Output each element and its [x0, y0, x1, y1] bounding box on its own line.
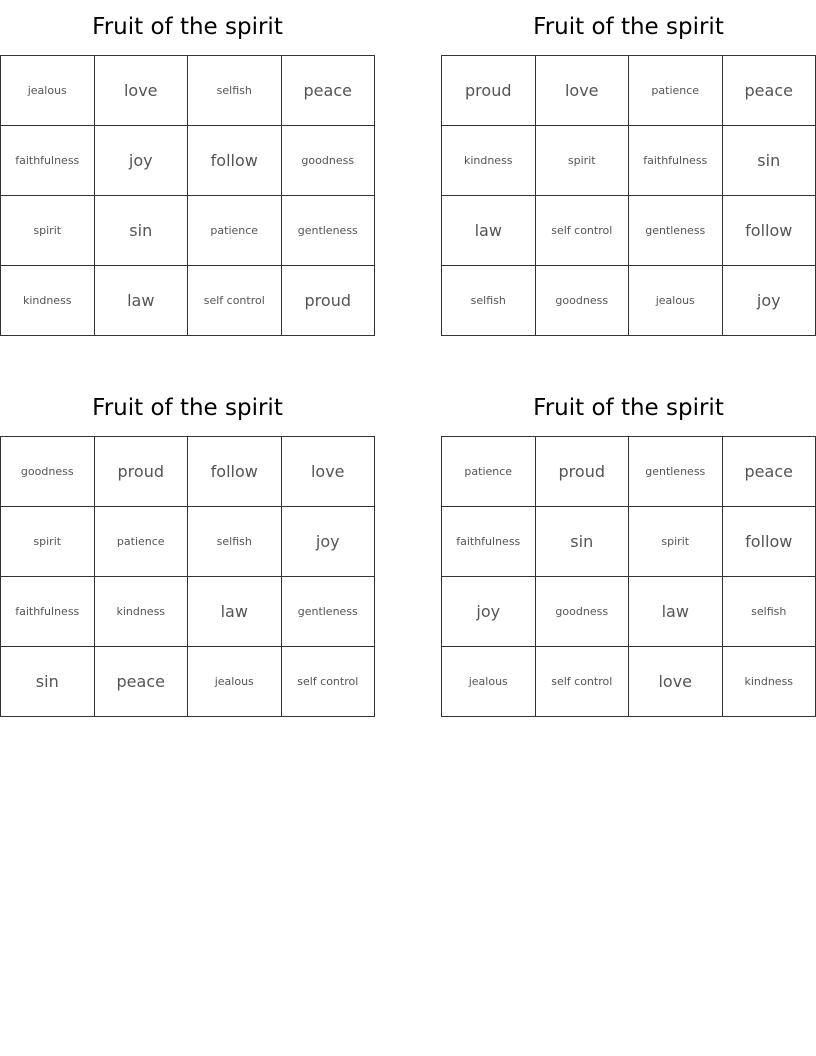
card-title: Fruit of the spirit	[533, 14, 724, 40]
bingo-cell: peace	[95, 647, 189, 717]
bingo-cell: love	[536, 56, 630, 126]
bingo-cell: law	[629, 577, 723, 647]
bingo-cell: patience	[442, 437, 536, 507]
bingo-cell: patience	[188, 196, 282, 266]
bingo-cell: jealous	[1, 56, 95, 126]
bingo-cell: selfish	[188, 56, 282, 126]
bingo-cell: self control	[282, 647, 376, 717]
bingo-cell: selfish	[723, 577, 816, 647]
bingo-cell: proud	[536, 437, 630, 507]
bingo-cell: spirit	[536, 126, 630, 196]
bingo-cell: gentleness	[629, 437, 723, 507]
bingo-cell: gentleness	[629, 196, 723, 266]
bingo-cell: gentleness	[282, 196, 376, 266]
bingo-cell: proud	[442, 56, 536, 126]
bingo-cell: proud	[95, 437, 189, 507]
bingo-cell: selfish	[188, 507, 282, 577]
bingo-cell: spirit	[629, 507, 723, 577]
bingo-cell: law	[188, 577, 282, 647]
bingo-cell: spirit	[1, 196, 95, 266]
bingo-cell: self control	[536, 647, 630, 717]
bingo-cell: spirit	[1, 507, 95, 577]
bingo-cell: sin	[95, 196, 189, 266]
bingo-cell: love	[629, 647, 723, 717]
bingo-cell: faithfulness	[442, 507, 536, 577]
bingo-cell: law	[95, 266, 189, 336]
bingo-cell: follow	[188, 437, 282, 507]
bingo-cell: faithfulness	[629, 126, 723, 196]
bingo-cell: goodness	[1, 437, 95, 507]
bingo-cell: joy	[442, 577, 536, 647]
bingo-cell: follow	[188, 126, 282, 196]
bingo-cell: kindness	[723, 647, 816, 717]
bingo-cell: faithfulness	[1, 126, 95, 196]
bingo-cell: jealous	[629, 266, 723, 336]
bingo-cell: faithfulness	[1, 577, 95, 647]
bingo-cell: selfish	[442, 266, 536, 336]
bingo-cell: kindness	[1, 266, 95, 336]
bingo-cell: self control	[536, 196, 630, 266]
bingo-cell: peace	[282, 56, 376, 126]
bingo-cell: peace	[723, 56, 816, 126]
bingo-cell: proud	[282, 266, 376, 336]
bingo-cell: kindness	[442, 126, 536, 196]
card-title: Fruit of the spirit	[533, 395, 724, 421]
bingo-cell: goodness	[536, 577, 630, 647]
bingo-grid	[0, 55, 375, 336]
bingo-cell: patience	[95, 507, 189, 577]
bingo-grid	[441, 55, 816, 336]
bingo-cell: follow	[723, 507, 816, 577]
bingo-cell: follow	[723, 196, 816, 266]
bingo-cell: gentleness	[282, 577, 376, 647]
bingo-cell: self control	[188, 266, 282, 336]
bingo-cell: kindness	[95, 577, 189, 647]
bingo-cell: joy	[95, 126, 189, 196]
bingo-cell: law	[442, 196, 536, 266]
bingo-cell: patience	[629, 56, 723, 126]
bingo-grid	[441, 436, 816, 717]
bingo-cell: sin	[1, 647, 95, 717]
bingo-cell: jealous	[188, 647, 282, 717]
card-title: Fruit of the spirit	[92, 14, 283, 40]
bingo-cell: jealous	[442, 647, 536, 717]
bingo-cell: love	[95, 56, 189, 126]
bingo-cell: sin	[723, 126, 816, 196]
bingo-cell: goodness	[282, 126, 376, 196]
bingo-cell: love	[282, 437, 376, 507]
bingo-cell: joy	[723, 266, 816, 336]
card-title: Fruit of the spirit	[92, 395, 283, 421]
bingo-cell: joy	[282, 507, 376, 577]
bingo-cell: peace	[723, 437, 816, 507]
bingo-cell: goodness	[536, 266, 630, 336]
bingo-grid	[0, 436, 375, 717]
bingo-cell: sin	[536, 507, 630, 577]
